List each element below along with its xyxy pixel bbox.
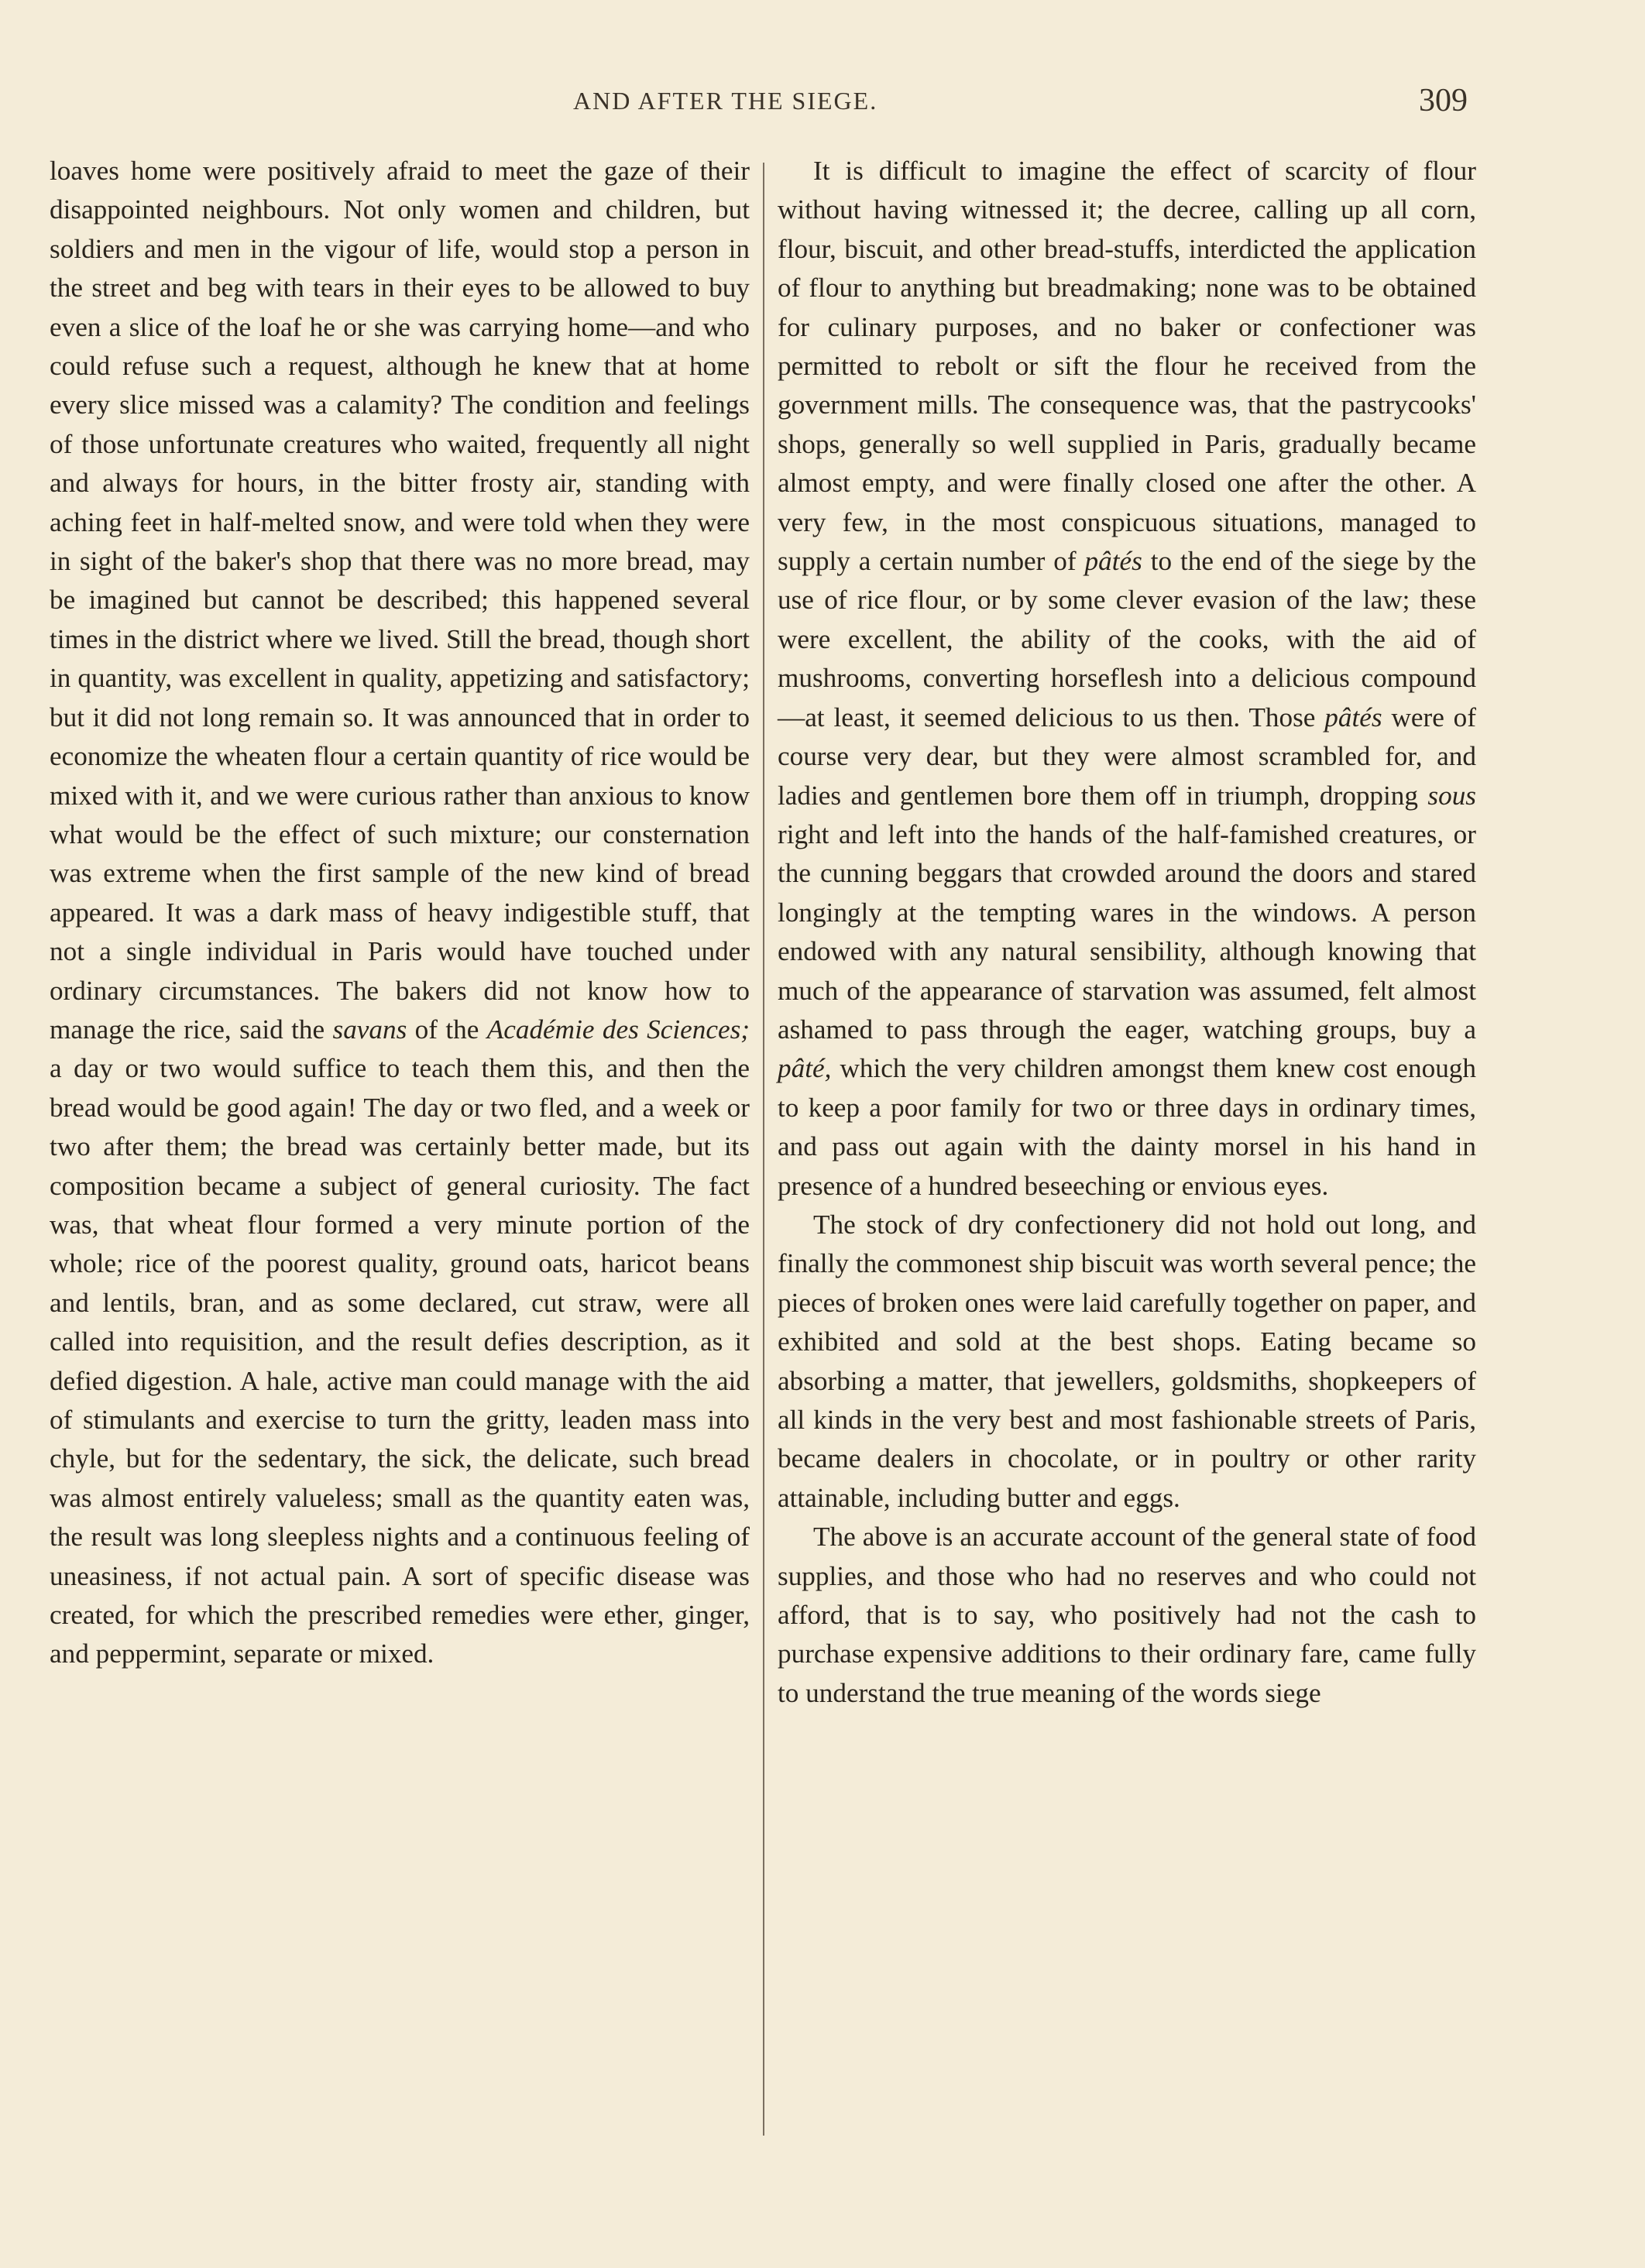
italic-text-run: pâtés xyxy=(1084,546,1142,577)
text-run: It is difficult to imagine the effect of scarcity of flour without having witnessed it; the decree, calling up all corn, flour, biscuit, and other bread-stuffs, interdicted the application of flour to anything but breadmaking; none was to be obtained for culinary purposes, and no baker or confectioner was permitted to rebolt or sift the flour he received from the government mills. The consequence was, that the pastrycooks' shops, generally so well supplied in Paris, gradually became almost empty, and were finally closed one after the other. A very few, in the most conspicuous situations, managed to supply a certain number of xyxy=(778,156,1476,577)
text-run: right and left into the hands of the half-famished creatures, or the cunning beggars that crowded around the doors and stared longingly at the tempting wares in the windows. A person endowed with any natural sensibility, although knowing that much of the appearance of starvation was assumed, felt almost ashamed to pass through the eager, watching groups, buy a xyxy=(778,818,1476,1045)
right-column xyxy=(778,152,1476,1713)
text-run: loaves home were positively afraid to meet the gaze of their disappointed neighbours. Not only women and children, but soldiers and men in the vigour of life, would stop a person in the street and beg with tears in their eyes to be allowed to buy even a slice of the loaf he or she was carrying home—and who could refuse such a request, although he knew that at home every slice missed was a calamity? The condition and feelings of those unfortunate creatures who waited, frequently all night and always for hours, in the bitter frosty air, standing with aching feet in half-melted snow, and were told when they were in sight of the baker's shop that there was no more bread, may be imagined but cannot be described; this happened several times in the district where we lived. Still the bread, though short in quantity, was excellent in quality, appetizing and satisfactory; but it did not long remain so. It was announced that in order to economize the wheaten flour a certain quantity of rice would be mixed with it, and we were curious rather than anxious to know what would be the effect of such mixture; our consternation was extreme when the first sample of the new kind of bread appeared. It was a dark mass of heavy indigestible stuff, that not a single individual in Paris would have touched under ordinary circumstances. The bakers did not know how to manage the rice, said the xyxy=(50,156,750,1045)
running-title: AND AFTER THE SIEGE. xyxy=(573,87,878,115)
text-run: The above is an accurate account of the general state of food supplies, and those who had no reserves and who could not afford, that is to say, who positively had not the cash to purchase expensive additions to their ordinary fare, came fully to understand the true meaning of the words siege xyxy=(778,1522,1476,1708)
paragraph xyxy=(778,1518,1476,1713)
text-run: The stock of dry confectionery did not hold out long, and finally the commonest ship biscuit was worth several pence; the pieces of broken ones were laid carefully together on paper, and exhibited and sold at the best shops. Eating became so absorbing a matter, that jewellers, goldsmiths, shopkeepers of all kinds in the very best and most fashionable streets of Paris, became dealers in chocolate, or in poultry or other rarity attainable, including butter and eggs. xyxy=(778,1209,1476,1513)
paragraph xyxy=(50,152,750,1674)
text-run: to the end of the siege by the use of rice flour, or by some clever evasion of the law; these were excellent, the ability of the cooks, with the aid of mushrooms, converting horseflesh into a delicious compound—at least, it seemed delicious to us then. Those xyxy=(778,546,1477,733)
paragraph xyxy=(778,152,1476,1206)
left-column xyxy=(50,152,750,1674)
column-divider xyxy=(763,163,764,2136)
text-run: a day or two would suffice to teach them this, and then the bread would be good again! The day or two fled, and a week or two after them; the bread was certainly better made, but its composition became a subject of general curiosity. The fact was, that wheat flour formed a very minute portion of the whole; rice of the poorest quality, ground oats, haricot beans and lentils, bran, and as some declared, cut straw, were all called into requisition, and the result defies description, as it defied digestion. A hale, active man could manage with the aid of stimulants and exercise to turn the gritty, leaden mass into chyle, but for the sedentary, the sick, the delicate, such bread was almost entirely valueless; small as the quantity eaten was, the result was long sleepless nights and a continuous feeling of uneasiness, if not actual pain. A sort of specific disease was created, for which the prescribed remedies were ether, ginger, and peppermint, separate or mixed. xyxy=(50,1053,750,1669)
text-run: which the very children amongst them knew cost enough to keep a poor family for two or three days in ordinary times, and pass out again with the dainty morsel in his hand in presence of a hundred beseeching or envious eyes. xyxy=(778,1053,1476,1201)
italic-text-run: pâté, xyxy=(778,1053,832,1084)
paragraph xyxy=(778,1206,1476,1518)
page-number: 309 xyxy=(1419,83,1468,118)
italic-text-run: sous xyxy=(1427,780,1476,811)
italic-text-run: pâtés xyxy=(1324,702,1382,733)
text-run: of the xyxy=(407,1014,487,1045)
running-header xyxy=(0,83,1645,133)
italic-text-run: Académie des Sciences; xyxy=(486,1014,750,1045)
italic-text-run: savans xyxy=(332,1014,407,1045)
text-run: were of course very dear, but they were almost scrambled for, and ladies and gentlemen bore them off in triumph, dropping xyxy=(778,702,1476,811)
